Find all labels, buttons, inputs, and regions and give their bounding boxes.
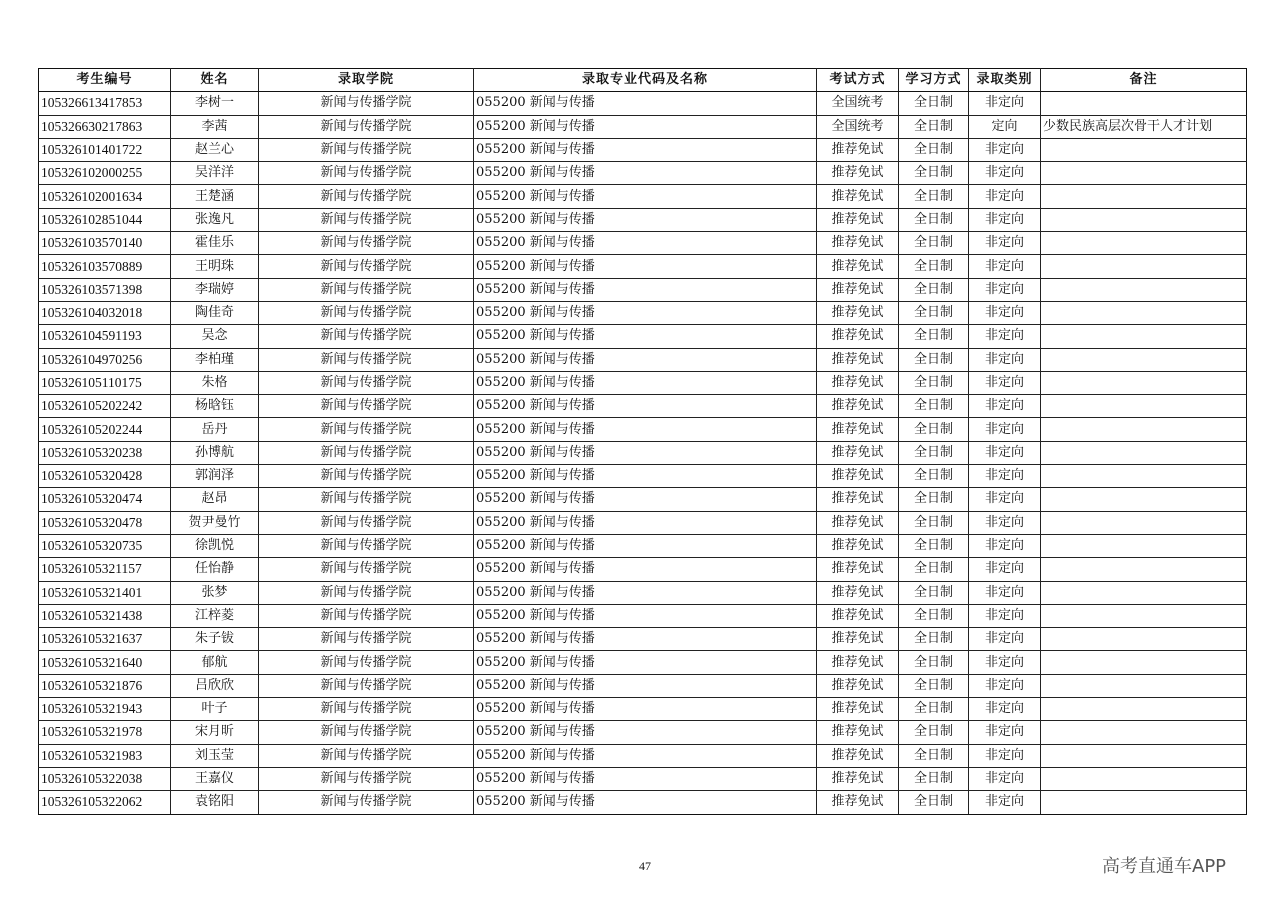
- cell-exam-type: 推荐免试: [817, 744, 899, 767]
- cell-candidate-id: 105326104591193: [39, 325, 171, 348]
- cell-college: 新闻与传播学院: [259, 301, 474, 324]
- cell-major: 055200 新闻与传播: [474, 301, 817, 324]
- cell-study-mode: 全日制: [899, 511, 969, 534]
- cell-major: 055200 新闻与传播: [474, 465, 817, 488]
- cell-study-mode: 全日制: [899, 674, 969, 697]
- table-row: [39, 278, 1247, 301]
- cell-admission-category: 非定向: [969, 767, 1041, 790]
- cell-study-mode: 全日制: [899, 465, 969, 488]
- cell-admission-category: 非定向: [969, 651, 1041, 674]
- cell-name: 袁铭阳: [171, 791, 259, 814]
- cell-name: 赵兰心: [171, 138, 259, 161]
- cell-study-mode: 全日制: [899, 488, 969, 511]
- cell-candidate-id: 105326103571398: [39, 278, 171, 301]
- cell-major: 055200 新闻与传播: [474, 767, 817, 790]
- cell-exam-type: 推荐免试: [817, 208, 899, 231]
- header-name: 姓名: [171, 69, 259, 92]
- cell-major: 055200 新闻与传播: [474, 604, 817, 627]
- cell-major: 055200 新闻与传播: [474, 395, 817, 418]
- cell-college: 新闻与传播学院: [259, 534, 474, 557]
- cell-candidate-id: 105326103570889: [39, 255, 171, 278]
- cell-name: 王楚涵: [171, 185, 259, 208]
- cell-remarks: [1041, 92, 1247, 115]
- table-row: [39, 791, 1247, 814]
- cell-major: 055200 新闻与传播: [474, 371, 817, 394]
- cell-study-mode: 全日制: [899, 628, 969, 651]
- cell-remarks: [1041, 674, 1247, 697]
- cell-name: 刘玉莹: [171, 744, 259, 767]
- cell-name: 李茜: [171, 115, 259, 138]
- cell-remarks: [1041, 628, 1247, 651]
- table-row: [39, 92, 1247, 115]
- cell-exam-type: 推荐免试: [817, 325, 899, 348]
- cell-college: 新闻与传播学院: [259, 744, 474, 767]
- cell-candidate-id: 105326105322062: [39, 791, 171, 814]
- cell-name: 张梦: [171, 581, 259, 604]
- cell-exam-type: 推荐免试: [817, 721, 899, 744]
- cell-admission-category: 非定向: [969, 744, 1041, 767]
- cell-major: 055200 新闻与传播: [474, 208, 817, 231]
- cell-candidate-id: 105326105110175: [39, 371, 171, 394]
- table-row: [39, 395, 1247, 418]
- cell-exam-type: 推荐免试: [817, 348, 899, 371]
- cell-remarks: [1041, 348, 1247, 371]
- cell-remarks: 少数民族高层次骨干人才计划: [1041, 115, 1247, 138]
- cell-exam-type: 全国统考: [817, 115, 899, 138]
- cell-major: 055200 新闻与传播: [474, 162, 817, 185]
- header-admission-category: 录取类别: [969, 69, 1041, 92]
- cell-admission-category: 非定向: [969, 465, 1041, 488]
- cell-exam-type: 推荐免试: [817, 604, 899, 627]
- header-major: 录取专业代码及名称: [474, 69, 817, 92]
- cell-college: 新闻与传播学院: [259, 441, 474, 464]
- cell-candidate-id: 105326102851044: [39, 208, 171, 231]
- table-row: [39, 628, 1247, 651]
- cell-admission-category: 非定向: [969, 488, 1041, 511]
- cell-name: 岳丹: [171, 418, 259, 441]
- cell-remarks: [1041, 162, 1247, 185]
- cell-study-mode: 全日制: [899, 208, 969, 231]
- cell-remarks: [1041, 721, 1247, 744]
- cell-name: 朱格: [171, 371, 259, 394]
- cell-college: 新闻与传播学院: [259, 558, 474, 581]
- cell-name: 李树一: [171, 92, 259, 115]
- cell-admission-category: 非定向: [969, 674, 1041, 697]
- cell-college: 新闻与传播学院: [259, 767, 474, 790]
- page-number: 47: [639, 859, 651, 873]
- cell-study-mode: 全日制: [899, 418, 969, 441]
- cell-major: 055200 新闻与传播: [474, 115, 817, 138]
- cell-candidate-id: 105326630217863: [39, 115, 171, 138]
- cell-admission-category: 非定向: [969, 441, 1041, 464]
- table-row: [39, 232, 1247, 255]
- cell-major: 055200 新闻与传播: [474, 232, 817, 255]
- cell-name: 霍佳乐: [171, 232, 259, 255]
- cell-study-mode: 全日制: [899, 92, 969, 115]
- table-row: [39, 465, 1247, 488]
- table-row: [39, 441, 1247, 464]
- cell-college: 新闻与传播学院: [259, 674, 474, 697]
- cell-exam-type: 推荐免试: [817, 488, 899, 511]
- cell-admission-category: 非定向: [969, 721, 1041, 744]
- cell-candidate-id: 105326105321983: [39, 744, 171, 767]
- cell-name: 任怡静: [171, 558, 259, 581]
- cell-candidate-id: 105326102000255: [39, 162, 171, 185]
- table-row: [39, 767, 1247, 790]
- cell-remarks: [1041, 488, 1247, 511]
- cell-study-mode: 全日制: [899, 698, 969, 721]
- cell-exam-type: 推荐免试: [817, 558, 899, 581]
- cell-major: 055200 新闻与传播: [474, 185, 817, 208]
- cell-admission-category: 非定向: [969, 371, 1041, 394]
- table-row: [39, 208, 1247, 231]
- table-row: [39, 581, 1247, 604]
- cell-remarks: [1041, 698, 1247, 721]
- cell-candidate-id: 105326105321876: [39, 674, 171, 697]
- cell-remarks: [1041, 604, 1247, 627]
- cell-candidate-id: 105326105320735: [39, 534, 171, 557]
- cell-study-mode: 全日制: [899, 232, 969, 255]
- cell-name: 杨晗钰: [171, 395, 259, 418]
- cell-exam-type: 推荐免试: [817, 651, 899, 674]
- watermark: 高考直通车APP: [1102, 856, 1227, 877]
- cell-college: 新闻与传播学院: [259, 162, 474, 185]
- cell-exam-type: 推荐免试: [817, 581, 899, 604]
- cell-exam-type: 推荐免试: [817, 767, 899, 790]
- cell-candidate-id: 105326105322038: [39, 767, 171, 790]
- cell-name: 郁航: [171, 651, 259, 674]
- cell-remarks: [1041, 418, 1247, 441]
- cell-admission-category: 非定向: [969, 791, 1041, 814]
- table-row: [39, 325, 1247, 348]
- cell-college: 新闻与传播学院: [259, 138, 474, 161]
- cell-college: 新闻与传播学院: [259, 418, 474, 441]
- cell-admission-category: 非定向: [969, 185, 1041, 208]
- cell-major: 055200 新闻与传播: [474, 744, 817, 767]
- cell-name: 宋月昕: [171, 721, 259, 744]
- cell-exam-type: 推荐免试: [817, 138, 899, 161]
- cell-study-mode: 全日制: [899, 395, 969, 418]
- cell-admission-category: 非定向: [969, 301, 1041, 324]
- cell-name: 吕欣欣: [171, 674, 259, 697]
- cell-college: 新闻与传播学院: [259, 208, 474, 231]
- cell-college: 新闻与传播学院: [259, 488, 474, 511]
- cell-admission-category: 非定向: [969, 558, 1041, 581]
- cell-college: 新闻与传播学院: [259, 395, 474, 418]
- cell-remarks: [1041, 744, 1247, 767]
- cell-major: 055200 新闻与传播: [474, 674, 817, 697]
- table-body: [39, 92, 1247, 814]
- cell-exam-type: 推荐免试: [817, 418, 899, 441]
- cell-study-mode: 全日制: [899, 651, 969, 674]
- cell-study-mode: 全日制: [899, 721, 969, 744]
- cell-remarks: [1041, 232, 1247, 255]
- cell-name: 王明珠: [171, 255, 259, 278]
- table-row: [39, 511, 1247, 534]
- cell-study-mode: 全日制: [899, 348, 969, 371]
- cell-major: 055200 新闻与传播: [474, 255, 817, 278]
- cell-study-mode: 全日制: [899, 791, 969, 814]
- cell-study-mode: 全日制: [899, 441, 969, 464]
- cell-exam-type: 全国统考: [817, 92, 899, 115]
- cell-admission-category: 非定向: [969, 255, 1041, 278]
- cell-admission-category: 非定向: [969, 698, 1041, 721]
- cell-admission-category: 非定向: [969, 92, 1041, 115]
- cell-college: 新闻与传播学院: [259, 92, 474, 115]
- cell-remarks: [1041, 138, 1247, 161]
- header-remarks: 备注: [1041, 69, 1247, 92]
- cell-college: 新闻与传播学院: [259, 115, 474, 138]
- cell-admission-category: 非定向: [969, 511, 1041, 534]
- cell-study-mode: 全日制: [899, 744, 969, 767]
- cell-admission-category: 非定向: [969, 604, 1041, 627]
- cell-study-mode: 全日制: [899, 371, 969, 394]
- cell-remarks: [1041, 465, 1247, 488]
- header-study-mode: 学习方式: [899, 69, 969, 92]
- cell-major: 055200 新闻与传播: [474, 511, 817, 534]
- cell-major: 055200 新闻与传播: [474, 325, 817, 348]
- cell-major: 055200 新闻与传播: [474, 418, 817, 441]
- cell-name: 王嘉仪: [171, 767, 259, 790]
- cell-major: 055200 新闻与传播: [474, 558, 817, 581]
- cell-study-mode: 全日制: [899, 604, 969, 627]
- cell-name: 张逸凡: [171, 208, 259, 231]
- cell-name: 江梓菱: [171, 604, 259, 627]
- cell-college: 新闻与传播学院: [259, 791, 474, 814]
- cell-major: 055200 新闻与传播: [474, 721, 817, 744]
- table-row: [39, 604, 1247, 627]
- cell-name: 徐凯悦: [171, 534, 259, 557]
- table-row: [39, 721, 1247, 744]
- cell-remarks: [1041, 511, 1247, 534]
- table-row: [39, 115, 1247, 138]
- table-row: [39, 534, 1247, 557]
- cell-exam-type: 推荐免试: [817, 278, 899, 301]
- cell-remarks: [1041, 208, 1247, 231]
- cell-candidate-id: 105326105202244: [39, 418, 171, 441]
- cell-candidate-id: 105326101401722: [39, 138, 171, 161]
- cell-college: 新闻与传播学院: [259, 581, 474, 604]
- cell-admission-category: 定向: [969, 115, 1041, 138]
- cell-college: 新闻与传播学院: [259, 348, 474, 371]
- cell-remarks: [1041, 185, 1247, 208]
- cell-admission-category: 非定向: [969, 232, 1041, 255]
- cell-study-mode: 全日制: [899, 325, 969, 348]
- cell-study-mode: 全日制: [899, 767, 969, 790]
- cell-name: 赵昂: [171, 488, 259, 511]
- cell-study-mode: 全日制: [899, 301, 969, 324]
- cell-study-mode: 全日制: [899, 558, 969, 581]
- cell-admission-category: 非定向: [969, 418, 1041, 441]
- header-college: 录取学院: [259, 69, 474, 92]
- cell-exam-type: 推荐免试: [817, 698, 899, 721]
- table-row: [39, 371, 1247, 394]
- cell-study-mode: 全日制: [899, 162, 969, 185]
- cell-candidate-id: 105326105321637: [39, 628, 171, 651]
- header-row: [39, 69, 1247, 92]
- cell-candidate-id: 105326105321157: [39, 558, 171, 581]
- table-row: [39, 418, 1247, 441]
- table-row: [39, 348, 1247, 371]
- cell-study-mode: 全日制: [899, 581, 969, 604]
- cell-remarks: [1041, 534, 1247, 557]
- cell-exam-type: 推荐免试: [817, 534, 899, 557]
- cell-name: 李瑞婷: [171, 278, 259, 301]
- cell-remarks: [1041, 371, 1247, 394]
- cell-candidate-id: 105326105321943: [39, 698, 171, 721]
- cell-college: 新闻与传播学院: [259, 325, 474, 348]
- cell-candidate-id: 105326105202242: [39, 395, 171, 418]
- cell-admission-category: 非定向: [969, 628, 1041, 651]
- cell-remarks: [1041, 581, 1247, 604]
- cell-exam-type: 推荐免试: [817, 255, 899, 278]
- table-header: [39, 69, 1247, 92]
- cell-exam-type: 推荐免试: [817, 791, 899, 814]
- cell-admission-category: 非定向: [969, 278, 1041, 301]
- cell-admission-category: 非定向: [969, 534, 1041, 557]
- cell-major: 055200 新闻与传播: [474, 651, 817, 674]
- cell-admission-category: 非定向: [969, 395, 1041, 418]
- cell-name: 郭润泽: [171, 465, 259, 488]
- table-row: [39, 558, 1247, 581]
- cell-college: 新闻与传播学院: [259, 511, 474, 534]
- cell-college: 新闻与传播学院: [259, 232, 474, 255]
- table-row: [39, 674, 1247, 697]
- cell-candidate-id: 105326104032018: [39, 301, 171, 324]
- cell-college: 新闻与传播学院: [259, 698, 474, 721]
- cell-major: 055200 新闻与传播: [474, 441, 817, 464]
- cell-college: 新闻与传播学院: [259, 371, 474, 394]
- cell-name: 陶佳奇: [171, 301, 259, 324]
- cell-name: 吴念: [171, 325, 259, 348]
- table-row: [39, 651, 1247, 674]
- cell-exam-type: 推荐免试: [817, 232, 899, 255]
- cell-name: 吴洋洋: [171, 162, 259, 185]
- cell-remarks: [1041, 395, 1247, 418]
- cell-college: 新闻与传播学院: [259, 465, 474, 488]
- cell-major: 055200 新闻与传播: [474, 138, 817, 161]
- cell-exam-type: 推荐免试: [817, 162, 899, 185]
- cell-candidate-id: 105326613417853: [39, 92, 171, 115]
- cell-admission-category: 非定向: [969, 581, 1041, 604]
- cell-college: 新闻与传播学院: [259, 628, 474, 651]
- admission-table: [38, 68, 1247, 815]
- table-row: [39, 744, 1247, 767]
- cell-remarks: [1041, 278, 1247, 301]
- cell-remarks: [1041, 301, 1247, 324]
- cell-candidate-id: 105326105320478: [39, 511, 171, 534]
- cell-major: 055200 新闻与传播: [474, 348, 817, 371]
- cell-name: 叶子: [171, 698, 259, 721]
- cell-admission-category: 非定向: [969, 348, 1041, 371]
- table-row: [39, 162, 1247, 185]
- cell-candidate-id: 105326105321640: [39, 651, 171, 674]
- cell-exam-type: 推荐免试: [817, 441, 899, 464]
- cell-admission-category: 非定向: [969, 208, 1041, 231]
- cell-study-mode: 全日制: [899, 255, 969, 278]
- cell-major: 055200 新闻与传播: [474, 278, 817, 301]
- cell-candidate-id: 105326103570140: [39, 232, 171, 255]
- table-row: [39, 698, 1247, 721]
- cell-candidate-id: 105326102001634: [39, 185, 171, 208]
- cell-exam-type: 推荐免试: [817, 185, 899, 208]
- cell-admission-category: 非定向: [969, 138, 1041, 161]
- cell-remarks: [1041, 558, 1247, 581]
- cell-name: 贺尹曼竹: [171, 511, 259, 534]
- cell-major: 055200 新闻与传播: [474, 534, 817, 557]
- cell-study-mode: 全日制: [899, 278, 969, 301]
- cell-college: 新闻与传播学院: [259, 255, 474, 278]
- table-row: [39, 301, 1247, 324]
- cell-exam-type: 推荐免试: [817, 628, 899, 651]
- cell-major: 055200 新闻与传播: [474, 791, 817, 814]
- header-candidate-id: 考生编号: [39, 69, 171, 92]
- cell-study-mode: 全日制: [899, 115, 969, 138]
- cell-study-mode: 全日制: [899, 185, 969, 208]
- cell-college: 新闻与传播学院: [259, 185, 474, 208]
- cell-exam-type: 推荐免试: [817, 371, 899, 394]
- cell-name: 孙博航: [171, 441, 259, 464]
- cell-exam-type: 推荐免试: [817, 465, 899, 488]
- table-row: [39, 138, 1247, 161]
- cell-remarks: [1041, 325, 1247, 348]
- cell-candidate-id: 105326105320428: [39, 465, 171, 488]
- cell-remarks: [1041, 791, 1247, 814]
- cell-candidate-id: 105326104970256: [39, 348, 171, 371]
- table-row: [39, 185, 1247, 208]
- cell-remarks: [1041, 441, 1247, 464]
- table-row: [39, 488, 1247, 511]
- cell-candidate-id: 105326105321978: [39, 721, 171, 744]
- cell-college: 新闻与传播学院: [259, 604, 474, 627]
- table-row: [39, 255, 1247, 278]
- cell-study-mode: 全日制: [899, 138, 969, 161]
- cell-major: 055200 新闻与传播: [474, 488, 817, 511]
- cell-admission-category: 非定向: [969, 162, 1041, 185]
- cell-name: 李柏瑾: [171, 348, 259, 371]
- cell-remarks: [1041, 255, 1247, 278]
- cell-major: 055200 新闻与传播: [474, 698, 817, 721]
- cell-name: 朱子钹: [171, 628, 259, 651]
- cell-college: 新闻与传播学院: [259, 651, 474, 674]
- cell-major: 055200 新闻与传播: [474, 628, 817, 651]
- cell-college: 新闻与传播学院: [259, 721, 474, 744]
- cell-exam-type: 推荐免试: [817, 395, 899, 418]
- cell-exam-type: 推荐免试: [817, 511, 899, 534]
- cell-remarks: [1041, 651, 1247, 674]
- cell-exam-type: 推荐免试: [817, 674, 899, 697]
- cell-admission-category: 非定向: [969, 325, 1041, 348]
- cell-college: 新闻与传播学院: [259, 278, 474, 301]
- cell-candidate-id: 105326105321401: [39, 581, 171, 604]
- cell-exam-type: 推荐免试: [817, 301, 899, 324]
- cell-candidate-id: 105326105320474: [39, 488, 171, 511]
- cell-major: 055200 新闻与传播: [474, 92, 817, 115]
- cell-candidate-id: 105326105321438: [39, 604, 171, 627]
- cell-major: 055200 新闻与传播: [474, 581, 817, 604]
- header-exam-type: 考试方式: [817, 69, 899, 92]
- cell-candidate-id: 105326105320238: [39, 441, 171, 464]
- cell-remarks: [1041, 767, 1247, 790]
- cell-study-mode: 全日制: [899, 534, 969, 557]
